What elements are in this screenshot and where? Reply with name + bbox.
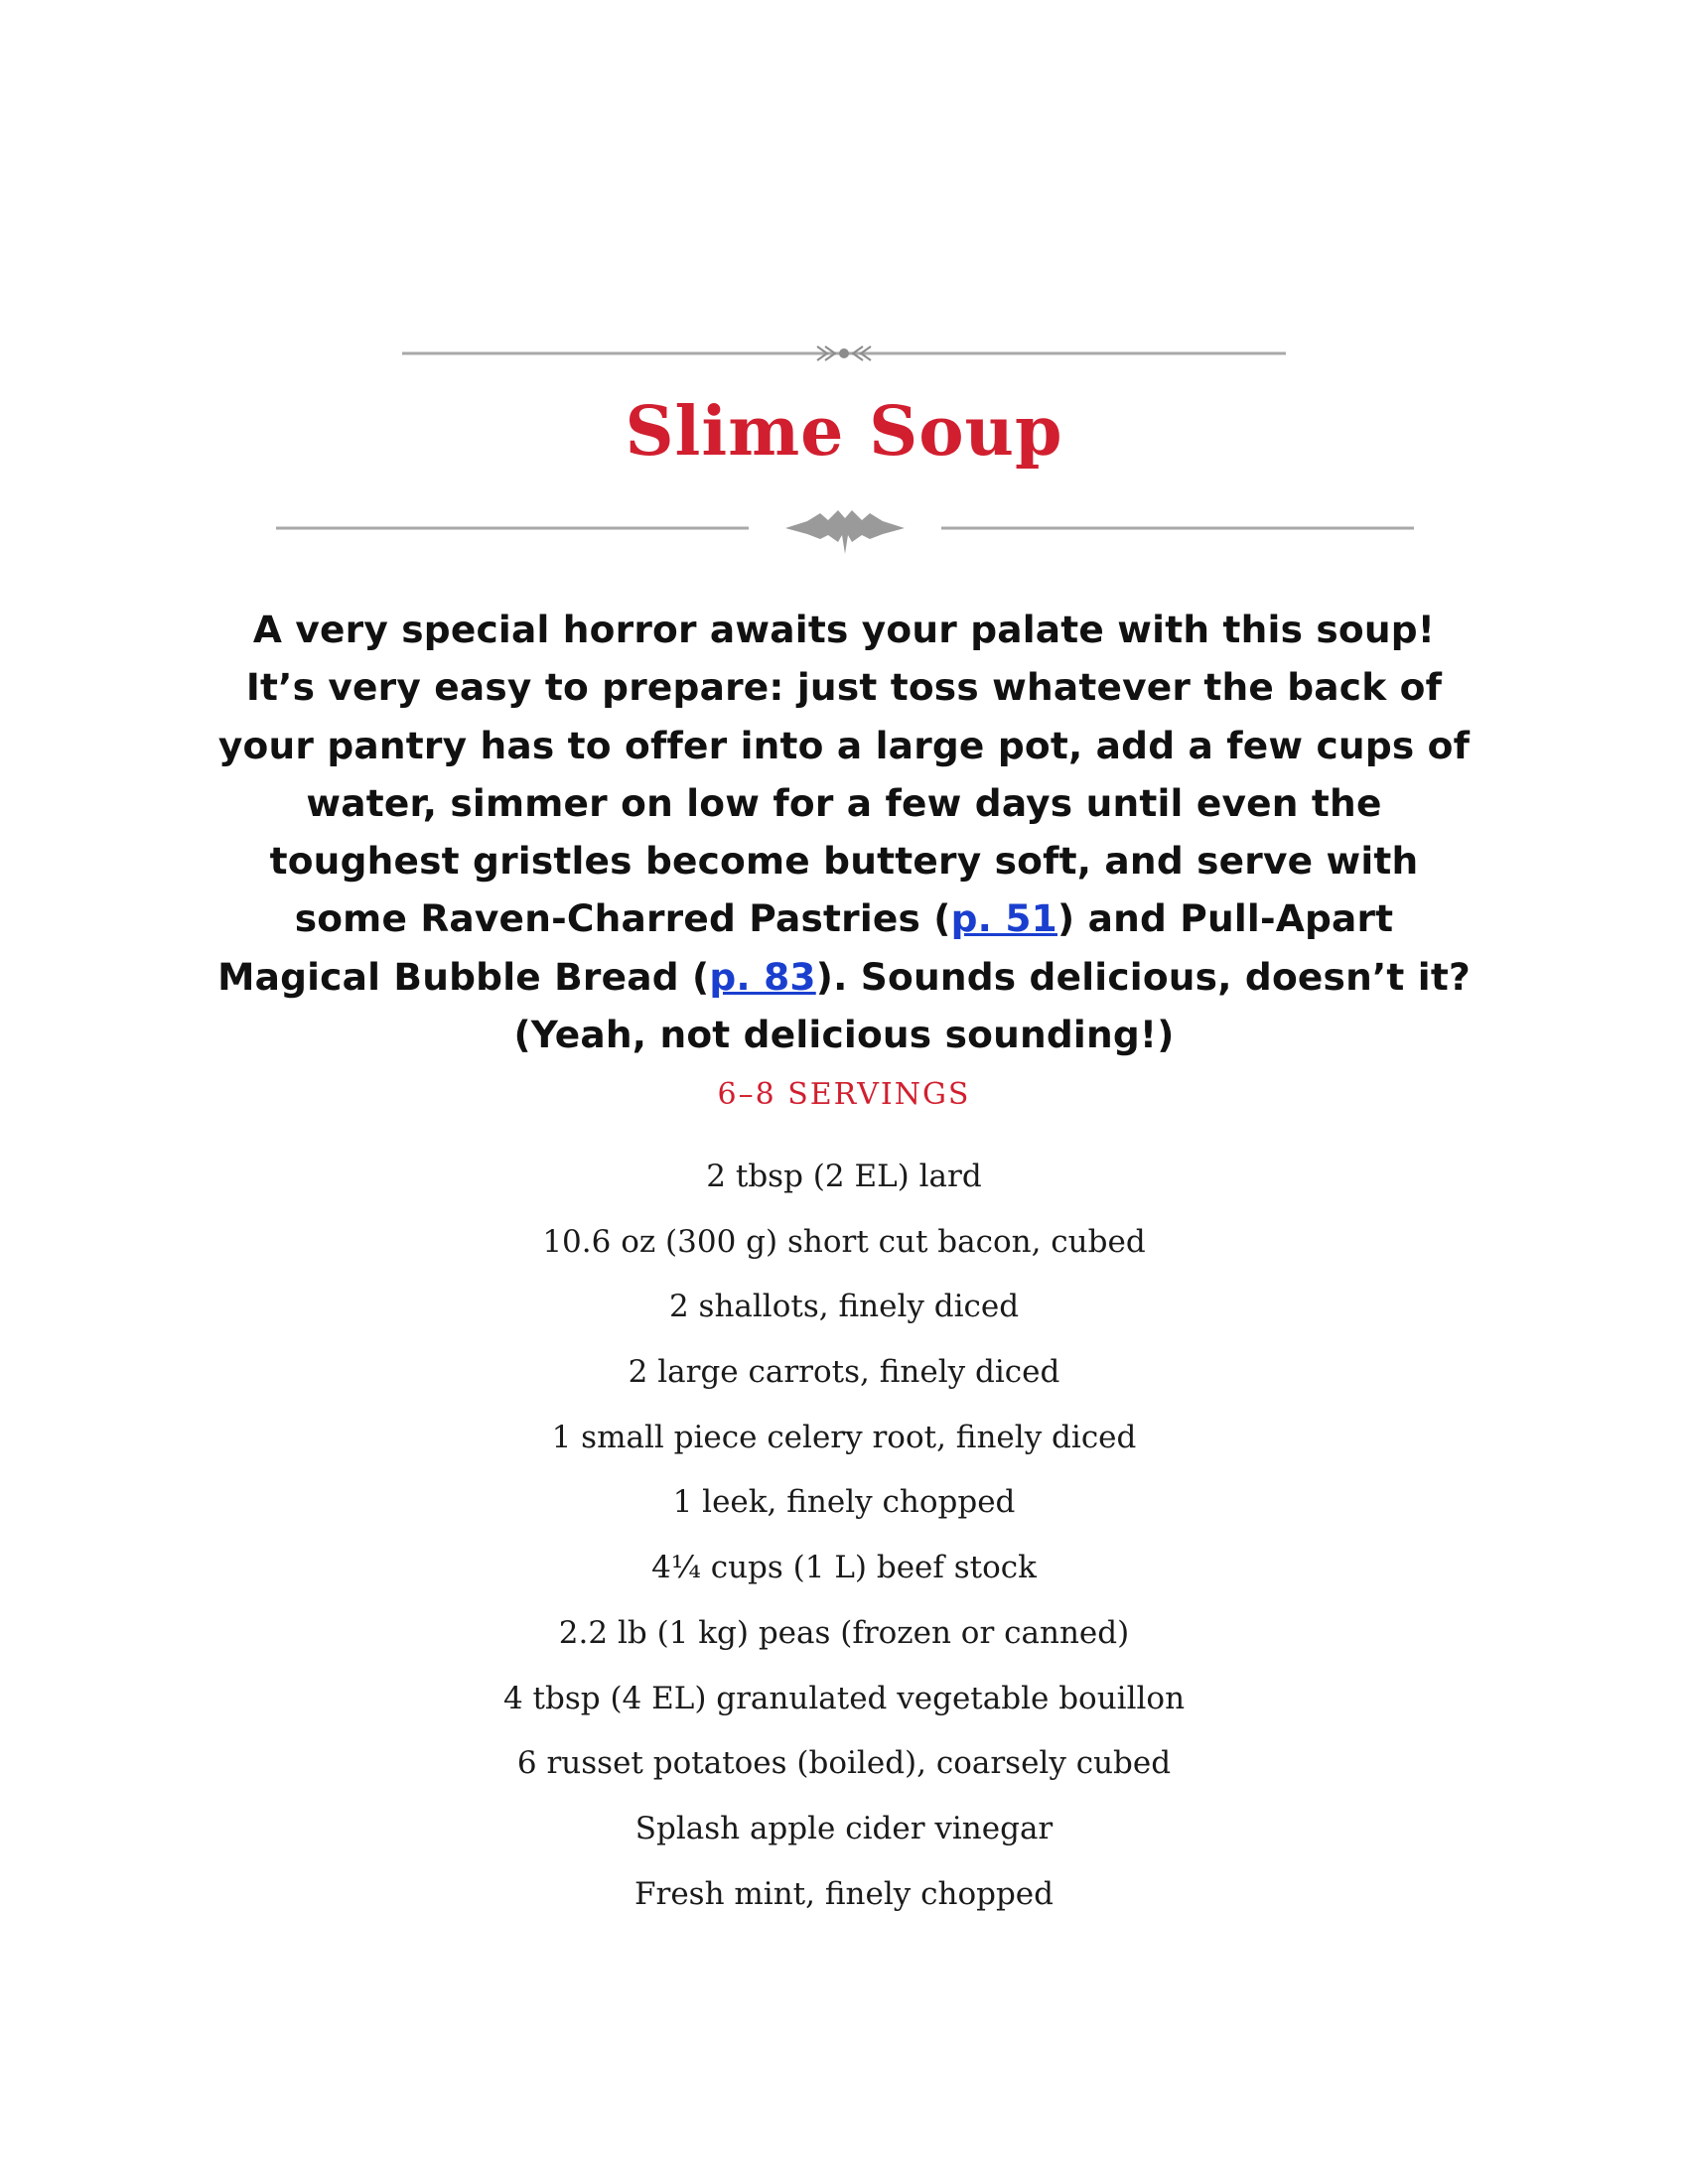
ingredient-item: 2 tbsp (2 EL) lard <box>706 1159 982 1194</box>
ingredient-item: Splash apple cider vinegar <box>634 1810 1054 1846</box>
bottom-ornament-divider <box>276 504 1414 556</box>
ingredient-item: 2 large carrots, finely diced <box>628 1354 1060 1391</box>
ingredient-item: 6 russet potatoes (boiled), coarsely cubed <box>516 1745 1172 1782</box>
link-page-51[interactable]: p. 51 <box>950 896 1057 941</box>
servings-heading: 6–8 SERVINGS <box>717 1077 971 1112</box>
ingredient-item: 4¼ cups (1 L) beef stock <box>651 1550 1037 1586</box>
link-page-83[interactable]: p. 83 <box>709 954 816 999</box>
ingredient-item: 1 small piece celery root, finely diced <box>551 1419 1137 1455</box>
recipe-intro <box>213 601 1475 1063</box>
recipe-title: Slime Soup <box>625 392 1063 472</box>
ingredient-item: 2 shallots, finely diced <box>668 1289 1020 1325</box>
ingredient-item: 4 tbsp (4 EL) granulated vegetable bouillon <box>502 1680 1186 1716</box>
ingredient-item: Fresh mint, finely chopped <box>634 1875 1054 1912</box>
ingredient-list <box>0 1152 1688 1934</box>
intro-text: ) and Pull-Apart Magical Bubble Bread ( <box>217 896 1394 999</box>
top-ornament-divider <box>402 340 1286 367</box>
ingredient-item: 1 leek, finely chopped <box>672 1484 1016 1521</box>
ingredient-item: 10.6 oz (300 g) short cut bacon, cubed <box>542 1223 1146 1260</box>
intro-text: ). Sounds delicious, doesn’t it? (Yeah, not delicious sounding!) <box>513 954 1471 1057</box>
intro-text: A very special horror awaits your palate with this soup! It’s very easy to prepare: just toss whatever the back of your pantry has to offer into a large pot, add a few cups of water, simmer on low for a few days until even the toughest gristles become buttery soft, and serve with some Raven-Charred Pastries ( <box>217 608 1471 941</box>
ingredient-item: 2.2 lb (1 kg) peas (frozen or canned) <box>558 1614 1130 1651</box>
